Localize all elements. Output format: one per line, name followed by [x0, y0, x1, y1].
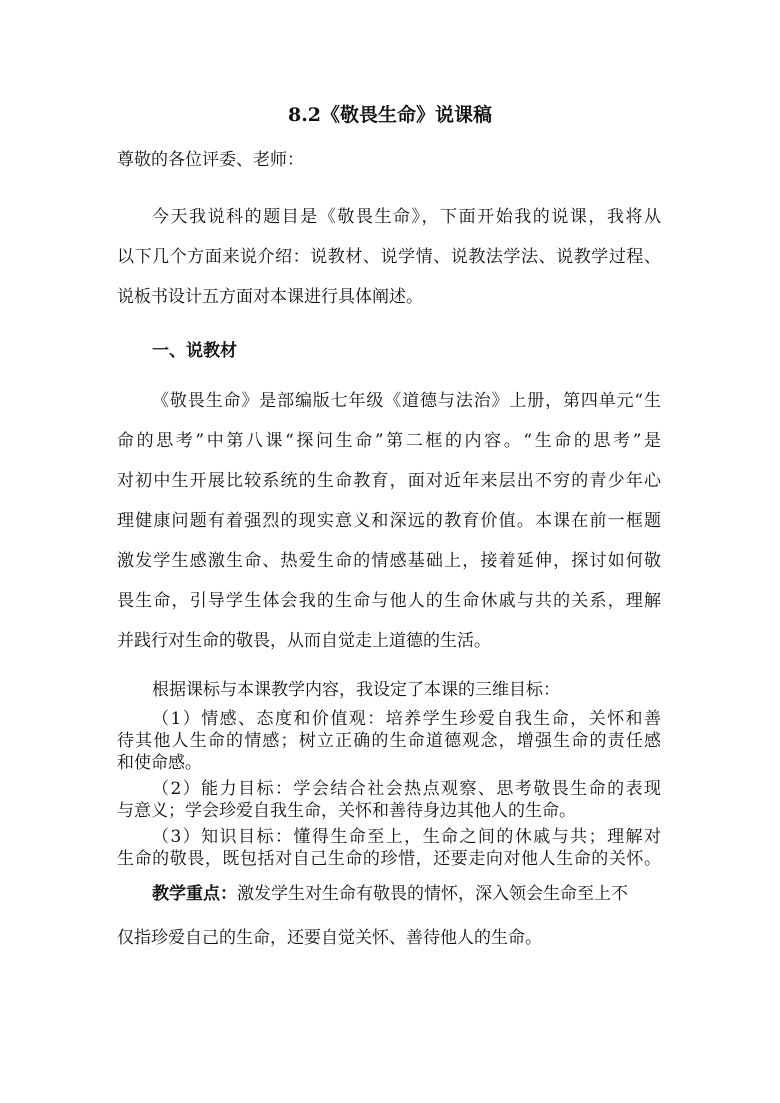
- goal-3-line-1: （3）知识目标：懂得生命至上，生命之间的休戚与共；理解对: [152, 827, 661, 847]
- goal-2-line-2: 与意义；学会珍爱自我生命，关怀和善待身边其他人的生命。: [117, 801, 576, 821]
- key-point-text-1: 激发学生对生命有敬畏的情怀，深入领会生命至上不: [237, 884, 628, 904]
- textbook-line-4: 理健康问题有着强烈的现实意义和深远的教育价值。本课在前一框题: [117, 511, 661, 531]
- textbook-line-2: 命的思考”中第八课“探问生命”第二框的内容。“生命的思考”是: [117, 431, 661, 451]
- goal-1-line-1: （1）情感、态度和价值观：培养学生珍爱自我生命，关怀和善: [152, 709, 661, 729]
- textbook-line-3: 对初中生开展比较系统的生命教育，面对近年来层出不穷的青少年心: [117, 471, 661, 491]
- key-point-label: 教学重点：: [152, 884, 237, 904]
- textbook-line-1: 《敬畏生命》是部编版七年级《道德与法治》上册，第四单元“生: [152, 391, 661, 411]
- key-point-line-2: 仅指珍爱自己的生命，还要自觉关怀、善待他人的生命。: [117, 928, 542, 948]
- textbook-line-7: 并践行对生命的敬畏，从而自觉走上道德的生活。: [117, 631, 491, 651]
- goals-intro: 根据课标与本课教学内容，我设定了本课的三维目标：: [152, 680, 560, 700]
- intro-line-2: 以下几个方面来说介绍：说教材、说学情、说教法学法、说教学过程、: [117, 247, 661, 267]
- textbook-line-6: 畏生命，引导学生体会我的生命与他人的生命休戚与共的关系，理解: [117, 591, 661, 611]
- intro-line-3: 说板书设计五方面对本课进行具体阐述。: [117, 287, 423, 307]
- greeting: 尊敬的各位评委、老师：: [117, 150, 304, 170]
- section-heading: 一、说教材: [152, 341, 237, 361]
- goal-1-line-2: 待其他人生命的情感；树立正确的生命道德观念，增强生命的责任感: [117, 731, 661, 751]
- document-title: 8.2《敬畏生命》说课稿: [287, 104, 493, 126]
- textbook-line-5: 激发学生感激生命、热爱生命的情感基础上，接着延伸，探讨如何敬: [117, 551, 661, 571]
- goal-2-line-1: （2）能力目标：学会结合社会热点观察、思考敬畏生命的表现: [152, 779, 661, 799]
- goal-3-line-2: 生命的敬畏，既包括对自己生命的珍惜，还要走向对他人生命的关怀。: [117, 849, 661, 869]
- intro-line-1: 今天我说科的题目是《敬畏生命》，下面开始我的说课，我将从: [152, 207, 661, 227]
- goal-1-line-3: 和使命感。: [117, 753, 202, 773]
- key-point-line-1: [152, 884, 628, 904]
